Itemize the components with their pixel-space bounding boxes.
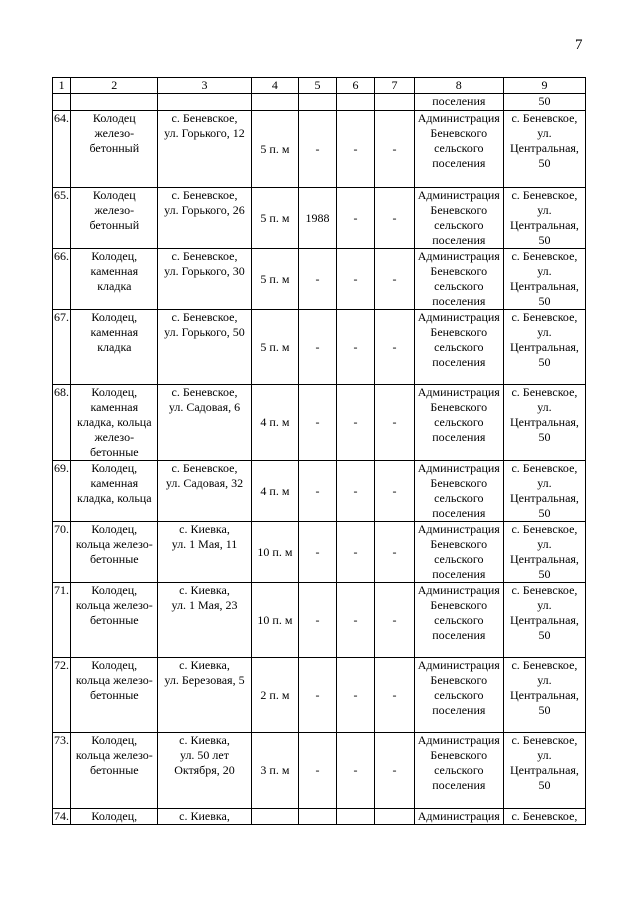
column-number: 5: [299, 78, 336, 94]
size-cell: 5 п. м: [251, 310, 299, 385]
year-cell: -: [299, 733, 336, 809]
owner-cell: Администрация: [414, 809, 503, 825]
size-cell: [251, 809, 299, 825]
row-number-cell: 64.: [53, 111, 71, 188]
column-6-cell: -: [336, 522, 375, 583]
address-cell: с. Киевка, ул. 1 Мая, 11: [158, 522, 251, 583]
column-7-cell: -: [375, 310, 415, 385]
column-6-cell: -: [336, 583, 375, 658]
table-row: [53, 583, 586, 658]
location-cell: 50: [503, 94, 585, 111]
object-name-cell: Колодец, каменная кладка: [71, 249, 158, 310]
table-row: [53, 111, 586, 188]
owner-cell: поселения: [414, 94, 503, 111]
table-row: [53, 733, 586, 809]
column-7-cell: -: [375, 461, 415, 522]
object-name-cell: Колодец, каменная кладка: [71, 310, 158, 385]
table-row: [53, 658, 586, 733]
column-6-cell: -: [336, 188, 375, 249]
table-cell: [158, 94, 251, 111]
owner-cell: Администрация Беневского сельского поселения: [414, 188, 503, 249]
table-cell: [336, 94, 375, 111]
row-number-cell: 66.: [53, 249, 71, 310]
location-cell: с. Беневское, ул. Центральная, 50: [503, 310, 585, 385]
address-cell: с. Киевка, ул. 50 лет Октября, 20: [158, 733, 251, 809]
address-cell: с. Киевка, ул. Березовая, 5: [158, 658, 251, 733]
column-7-cell: -: [375, 111, 415, 188]
column-number: 4: [251, 78, 299, 94]
size-cell: 10 п. м: [251, 522, 299, 583]
object-name-cell: Колодец железо- бетонный: [71, 111, 158, 188]
column-7-cell: [375, 809, 415, 825]
object-name-cell: Колодец, каменная кладка, кольца железо- бетонные: [71, 385, 158, 461]
year-cell: -: [299, 249, 336, 310]
table-row: [53, 188, 586, 249]
object-name-cell: Колодец, кольца железо- бетонные: [71, 522, 158, 583]
row-number-cell: 70.: [53, 522, 71, 583]
object-name-cell: Колодец железо- бетонный: [71, 188, 158, 249]
year-cell: -: [299, 310, 336, 385]
row-number-cell: 68.: [53, 385, 71, 461]
location-cell: с. Беневское, ул. Центральная, 50: [503, 461, 585, 522]
location-cell: с. Беневское,: [503, 809, 585, 825]
column-number: 3: [158, 78, 251, 94]
table-cell: [53, 94, 71, 111]
registry-rows: [53, 111, 586, 825]
owner-cell: Администрация Беневского сельского поселения: [414, 385, 503, 461]
column-6-cell: -: [336, 249, 375, 310]
table-cell: [375, 94, 415, 111]
object-name-cell: Колодец, кольца железо- бетонные: [71, 733, 158, 809]
column-7-cell: -: [375, 249, 415, 310]
column-7-cell: -: [375, 658, 415, 733]
owner-cell: Администрация Беневского сельского поселения: [414, 461, 503, 522]
table-row: [53, 385, 586, 461]
column-number: 2: [71, 78, 158, 94]
object-name-cell: Колодец, кольца железо- бетонные: [71, 583, 158, 658]
column-6-cell: -: [336, 733, 375, 809]
address-cell: с. Киевка, ул. 1 Мая, 23: [158, 583, 251, 658]
table-row: [53, 522, 586, 583]
column-6-cell: -: [336, 461, 375, 522]
size-cell: 5 п. м: [251, 111, 299, 188]
year-cell: 1988: [299, 188, 336, 249]
table-cell: [299, 94, 336, 111]
column-number: 9: [503, 78, 585, 94]
size-cell: 5 п. м: [251, 249, 299, 310]
column-7-cell: -: [375, 583, 415, 658]
owner-cell: Администрация Беневского сельского поселения: [414, 583, 503, 658]
column-6-cell: -: [336, 111, 375, 188]
location-cell: с. Беневское, ул. Центральная, 50: [503, 188, 585, 249]
address-cell: с. Беневское, ул. Садовая, 6: [158, 385, 251, 461]
column-7-cell: -: [375, 188, 415, 249]
row-number-cell: 73.: [53, 733, 71, 809]
size-cell: 4 п. м: [251, 385, 299, 461]
address-cell: с. Беневское, ул. Горького, 12: [158, 111, 251, 188]
object-name-cell: Колодец, каменная кладка, кольца: [71, 461, 158, 522]
table-cell: [71, 94, 158, 111]
size-cell: 2 п. м: [251, 658, 299, 733]
table-cell: [251, 94, 299, 111]
location-cell: с. Беневское, ул. Центральная, 50: [503, 249, 585, 310]
size-cell: 10 п. м: [251, 583, 299, 658]
owner-cell: Администрация Беневского сельского поселения: [414, 249, 503, 310]
table-row: [53, 310, 586, 385]
owner-cell: Администрация Беневского сельского поселения: [414, 111, 503, 188]
column-6-cell: -: [336, 385, 375, 461]
column-number: 1: [53, 78, 71, 94]
column-number-row: [53, 78, 586, 94]
column-number: 6: [336, 78, 375, 94]
owner-cell: Администрация Беневского сельского поселения: [414, 733, 503, 809]
object-name-cell: Колодец, кольца железо- бетонные: [71, 658, 158, 733]
table-row: [53, 461, 586, 522]
year-cell: -: [299, 583, 336, 658]
row-number-cell: 74.: [54, 809, 69, 823]
row-number-cell: 72.: [53, 658, 71, 733]
owner-cell: Администрация Беневского сельского поселения: [414, 658, 503, 733]
object-name-cell: Колодец,: [71, 809, 158, 825]
size-cell: 4 п. м: [251, 461, 299, 522]
year-cell: -: [299, 111, 336, 188]
table-row: [53, 249, 586, 310]
location-cell: с. Беневское, ул. Центральная, 50: [503, 658, 585, 733]
owner-cell: Администрация Беневского сельского поселения: [414, 522, 503, 583]
location-cell: с. Беневское, ул. Центральная, 50: [503, 111, 585, 188]
size-cell: 3 п. м: [251, 733, 299, 809]
location-cell: с. Беневское, ул. Центральная, 50: [503, 522, 585, 583]
address-cell: с. Киевка,: [158, 809, 251, 825]
column-6-cell: -: [336, 310, 375, 385]
address-cell: с. Беневское, ул. Садовая, 32: [158, 461, 251, 522]
column-number: 7: [375, 78, 415, 94]
year-cell: [299, 809, 336, 825]
column-6-cell: [336, 809, 375, 825]
property-registry-table: [52, 77, 586, 825]
column-number: 8: [414, 78, 503, 94]
year-cell: -: [299, 522, 336, 583]
year-cell: -: [299, 658, 336, 733]
year-cell: -: [299, 385, 336, 461]
address-cell: с. Беневское, ул. Горького, 26: [158, 188, 251, 249]
row-number-cell: 67.: [53, 310, 71, 385]
column-7-cell: -: [375, 733, 415, 809]
column-6-cell: -: [336, 658, 375, 733]
continuation-row: [53, 94, 586, 111]
row-number-cell: 69.: [53, 461, 71, 522]
page-number: 7: [575, 37, 583, 53]
column-7-cell: -: [375, 385, 415, 461]
address-cell: с. Беневское, ул. Горького, 30: [158, 249, 251, 310]
table-row: [53, 809, 586, 825]
owner-cell: Администрация Беневского сельского поселения: [414, 310, 503, 385]
location-cell: с. Беневское, ул. Центральная, 50: [503, 583, 585, 658]
row-number-cell: 65.: [53, 188, 71, 249]
row-number-cell: 71.: [53, 583, 71, 658]
location-cell: с. Беневское, ул. Центральная, 50: [503, 733, 585, 809]
size-cell: 5 п. м: [251, 188, 299, 249]
address-cell: с. Беневское, ул. Горького, 50: [158, 310, 251, 385]
column-7-cell: -: [375, 522, 415, 583]
year-cell: -: [299, 461, 336, 522]
location-cell: с. Беневское, ул. Центральная, 50: [503, 385, 585, 461]
